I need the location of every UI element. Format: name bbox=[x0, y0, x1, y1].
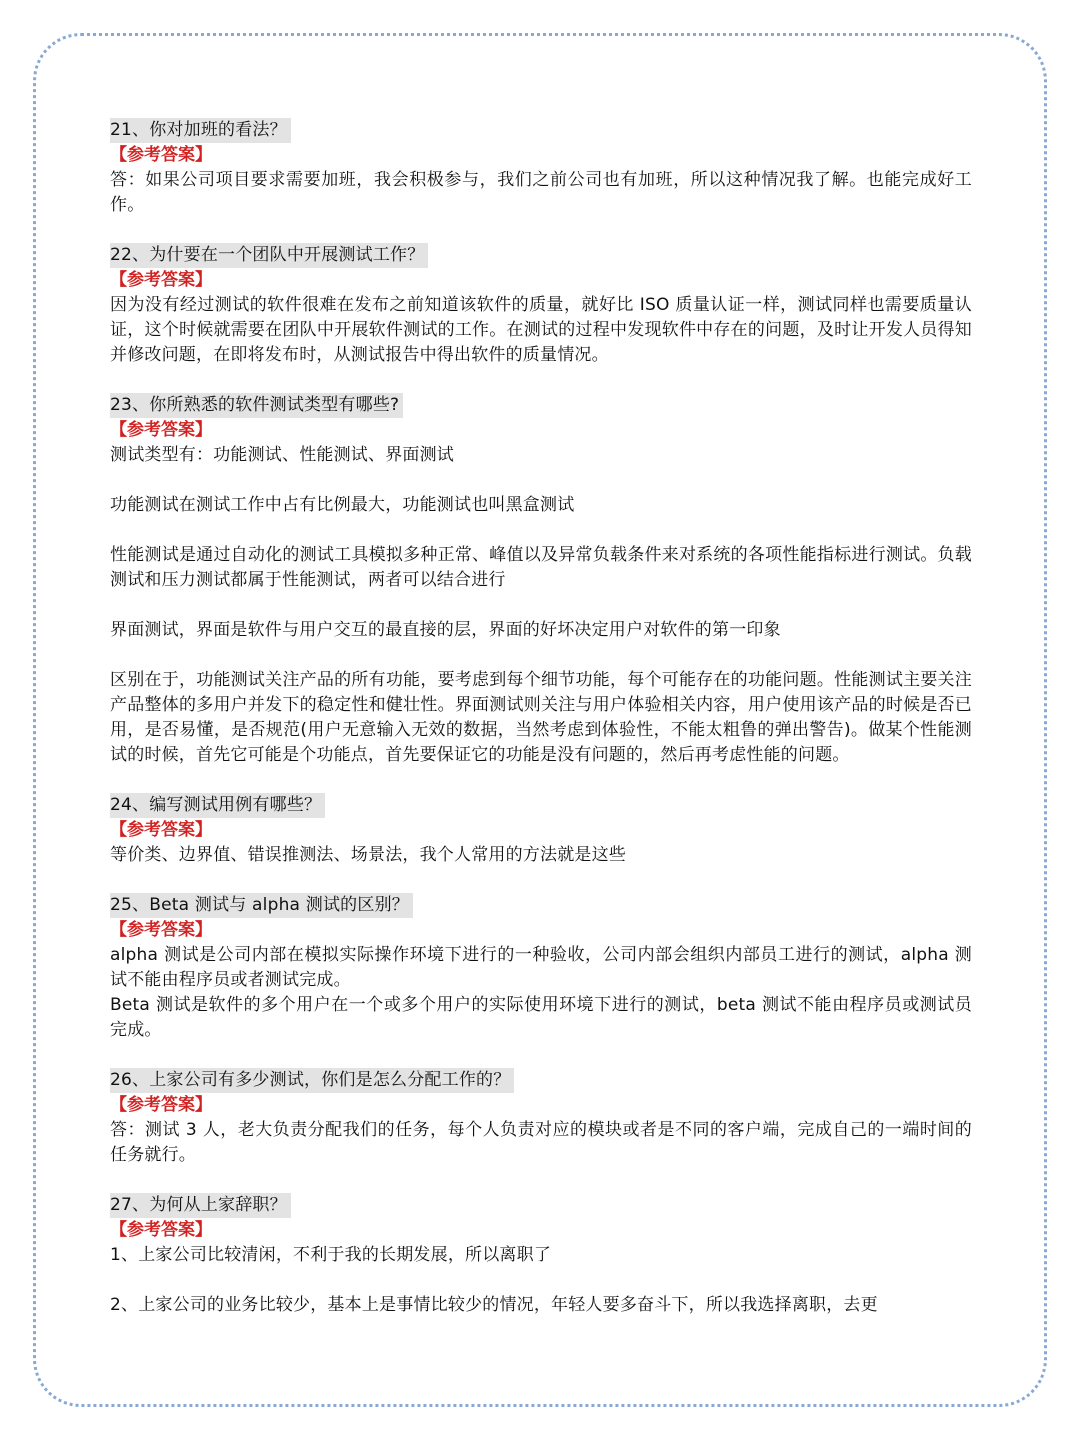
question-25: 25、Beta 测试与 alpha 测试的区别？ bbox=[110, 893, 413, 918]
qa-section-26 bbox=[110, 1068, 972, 1168]
answer-paragraph: alpha 测试是公司内部在模拟实际操作环境下进行的一种验收，公司内部会组织内部员工进行的测试，alpha 测试不能由程序员或者测试完成。 bbox=[110, 945, 972, 990]
answer-paragraph: Beta 测试是软件的多个用户在一个或多个用户的实际使用环境下进行的测试，beta 测试不能由程序员或测试员完成。 bbox=[110, 995, 972, 1040]
question-23: 23、你所熟悉的软件测试类型有哪些? bbox=[110, 393, 403, 418]
answer-label: 【参考答案】 bbox=[110, 820, 212, 840]
answer-label: 【参考答案】 bbox=[110, 145, 212, 165]
question-27: 27、为何从上家辞职？ bbox=[110, 1193, 291, 1218]
qa-section-22 bbox=[110, 243, 972, 368]
qa-section-25 bbox=[110, 893, 972, 1043]
answer-paragraph: 答：如果公司项目要求需要加班，我会积极参与，我们之前公司也有加班，所以这种情况我了解。也能完成好工作。 bbox=[110, 170, 972, 215]
answer-label: 【参考答案】 bbox=[110, 920, 212, 940]
answer-paragraph: 功能测试在测试工作中占有比例最大，功能测试也叫黑盒测试 bbox=[110, 495, 575, 515]
answer-label: 【参考答案】 bbox=[110, 420, 212, 440]
question-26: 26、上家公司有多少测试，你们是怎么分配工作的？ bbox=[110, 1068, 514, 1093]
answer-label: 【参考答案】 bbox=[110, 1220, 212, 1240]
document-body bbox=[110, 118, 972, 1343]
qa-section-24 bbox=[110, 793, 972, 868]
answer-paragraph: 等价类、边界值、错误推测法、场景法，我个人常用的方法就是这些 bbox=[110, 845, 626, 865]
answer-paragraph: 因为没有经过测试的软件很难在发布之前知道该软件的质量，就好比 ISO 质量认证一样，测试同样也需要质量认证，这个时候就需要在团队中开展软件测试的工作。在测试的过程中发现软件中存在的问题，及时让开发人员得知并修改问题，在即将发布时，从测试报告中得出软件的质量情况。 bbox=[110, 295, 972, 365]
answer-paragraph: 区别在于，功能测试关注产品的所有功能，要考虑到每个细节功能，每个可能存在的功能问题。性能测试主要关注产品整体的多用户并发下的稳定性和健壮性。界面测试则关注与用户体验相关内容，用户使用该产品的时候是否已用，是否易懂，是否规范(用户无意输入无效的数据，当然考虑到体验性，不能太粗鲁的弹出警告)。做某个性能测试的时候，首先它可能是个功能点，首先要保证它的功能是没有问题的，然后再考虑性能的问题。 bbox=[110, 670, 972, 765]
qa-section-23 bbox=[110, 393, 972, 768]
answer-paragraph: 1、上家公司比较清闲，不利于我的长期发展，所以离职了 bbox=[110, 1245, 552, 1265]
question-24: 24、编写测试用例有哪些？ bbox=[110, 793, 325, 818]
question-21: 21、你对加班的看法？ bbox=[110, 118, 291, 143]
answer-paragraph: 答：测试 3 人，老大负责分配我们的任务，每个人负责对应的模块或者是不同的客户端，完成自己的一端时间的任务就行。 bbox=[110, 1120, 972, 1165]
answer-paragraph: 界面测试，界面是软件与用户交互的最直接的层，界面的好坏决定用户对软件的第一印象 bbox=[110, 620, 781, 640]
question-22: 22、为什要在一个团队中开展测试工作？ bbox=[110, 243, 428, 268]
answer-label: 【参考答案】 bbox=[110, 270, 212, 290]
qa-section-27 bbox=[110, 1193, 972, 1318]
answer-label: 【参考答案】 bbox=[110, 1095, 212, 1115]
qa-section-21 bbox=[110, 118, 972, 218]
answer-paragraph: 2、上家公司的业务比较少，基本上是事情比较少的情况，年轻人要多奋斗下，所以我选择离职，去更 bbox=[110, 1295, 878, 1315]
answer-paragraph: 测试类型有：功能测试、性能测试、界面测试 bbox=[110, 445, 454, 465]
answer-paragraph: 性能测试是通过自动化的测试工具模拟多种正常、峰值以及异常负载条件来对系统的各项性能指标进行测试。负载测试和压力测试都属于性能测试，两者可以结合进行 bbox=[110, 545, 972, 590]
